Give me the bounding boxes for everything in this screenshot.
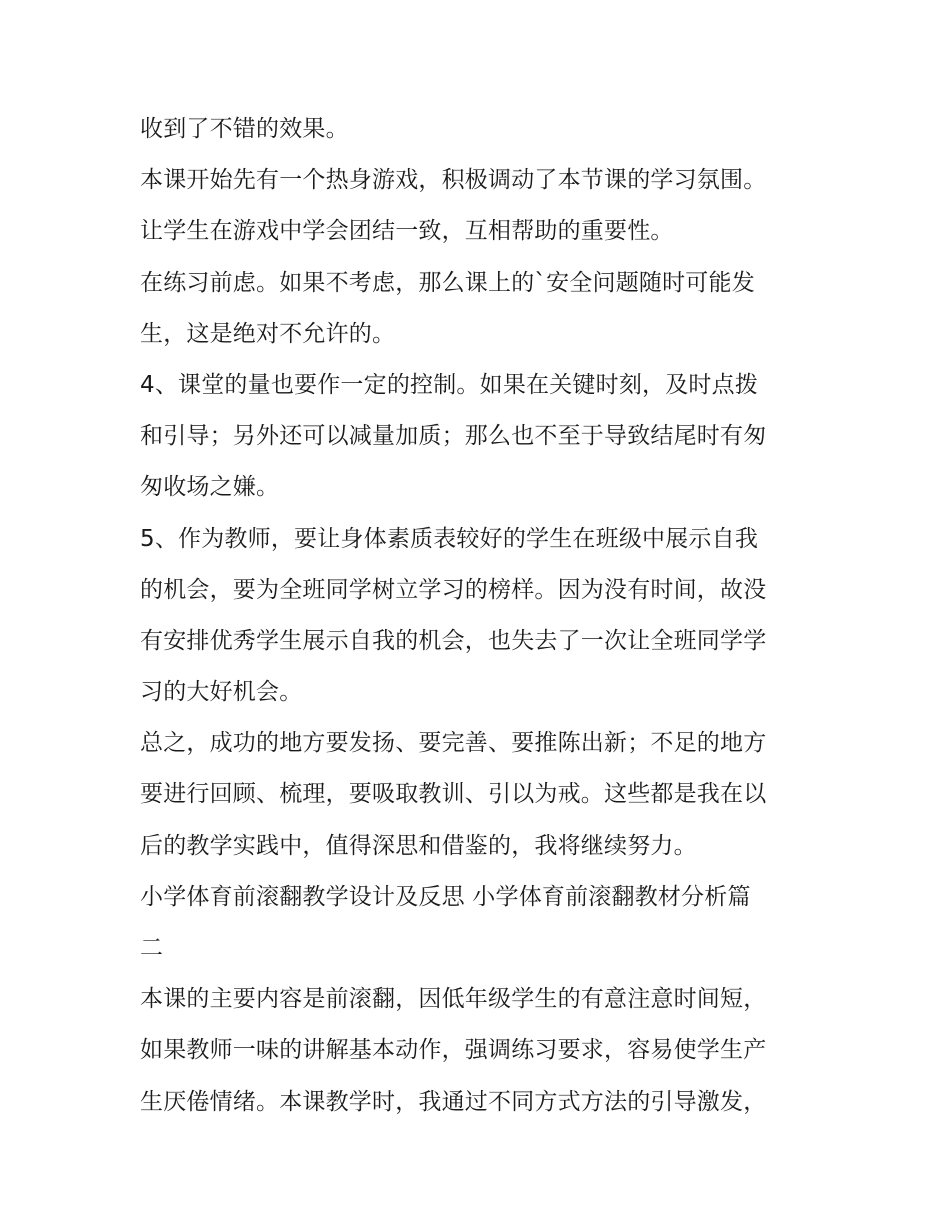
section-heading-line: 小学体育前滚翻教学设计及反思 小学体育前滚翻教材分析篇 xyxy=(140,883,751,910)
text-line: 4、课堂的量也要作一定的控制。如果在关键时刻，及时点拨 xyxy=(140,371,759,398)
body-text xyxy=(140,104,830,1128)
text-line: 本课开始先有一个热身游戏，积极调动了本节课的学习氛围。 xyxy=(140,167,767,194)
text-line: 在练习前虑。如果不考虑，那么课上的`安全问题随时可能发 xyxy=(140,269,755,296)
text-line: 收到了不错的效果。 xyxy=(140,116,349,142)
text-line: 本课的主要内容是前滚翻，因低年级学生的有意注意时间短， xyxy=(140,986,767,1013)
text-line: 习的大好机会。 xyxy=(140,679,303,706)
text-line: 后的教学实践中，值得深思和借鉴的，我将继续努力。 xyxy=(140,832,697,859)
text-line: 5、作为教师，要让身体素质表较好的学生在班级中展示自我 xyxy=(140,525,759,552)
text-line: 生厌倦情绪。本课教学时，我通过不同方式方法的引导激发， xyxy=(140,1088,767,1115)
text-line: 有安排优秀学生展示自我的机会，也失去了一次让全班同学学 xyxy=(140,627,767,654)
text-line: 匆收场之嫌。 xyxy=(140,474,280,501)
text-line: 如果教师一味的讲解基本动作，强调练习要求，容易使学生产 xyxy=(140,1037,767,1064)
text-line: 让学生在游戏中学会团结一致，互相帮助的重要性。 xyxy=(140,218,674,245)
text-line: 要进行回顾、梳理，要吸取教训、引以为戒。这些都是我在以 xyxy=(140,781,767,808)
text-line: 和引导；另外还可以减量加质；那么也不至于导致结尾时有匆 xyxy=(140,423,767,450)
text-line: 生，这是绝对不允许的。 xyxy=(140,320,396,347)
text-line: 总之，成功的地方要发扬、要完善、要推陈出新；不足的地方 xyxy=(140,730,767,757)
text-line: 的机会，要为全班同学树立学习的榜样。因为没有时间，故没 xyxy=(140,576,767,603)
section-heading-line: 二 xyxy=(140,935,164,961)
